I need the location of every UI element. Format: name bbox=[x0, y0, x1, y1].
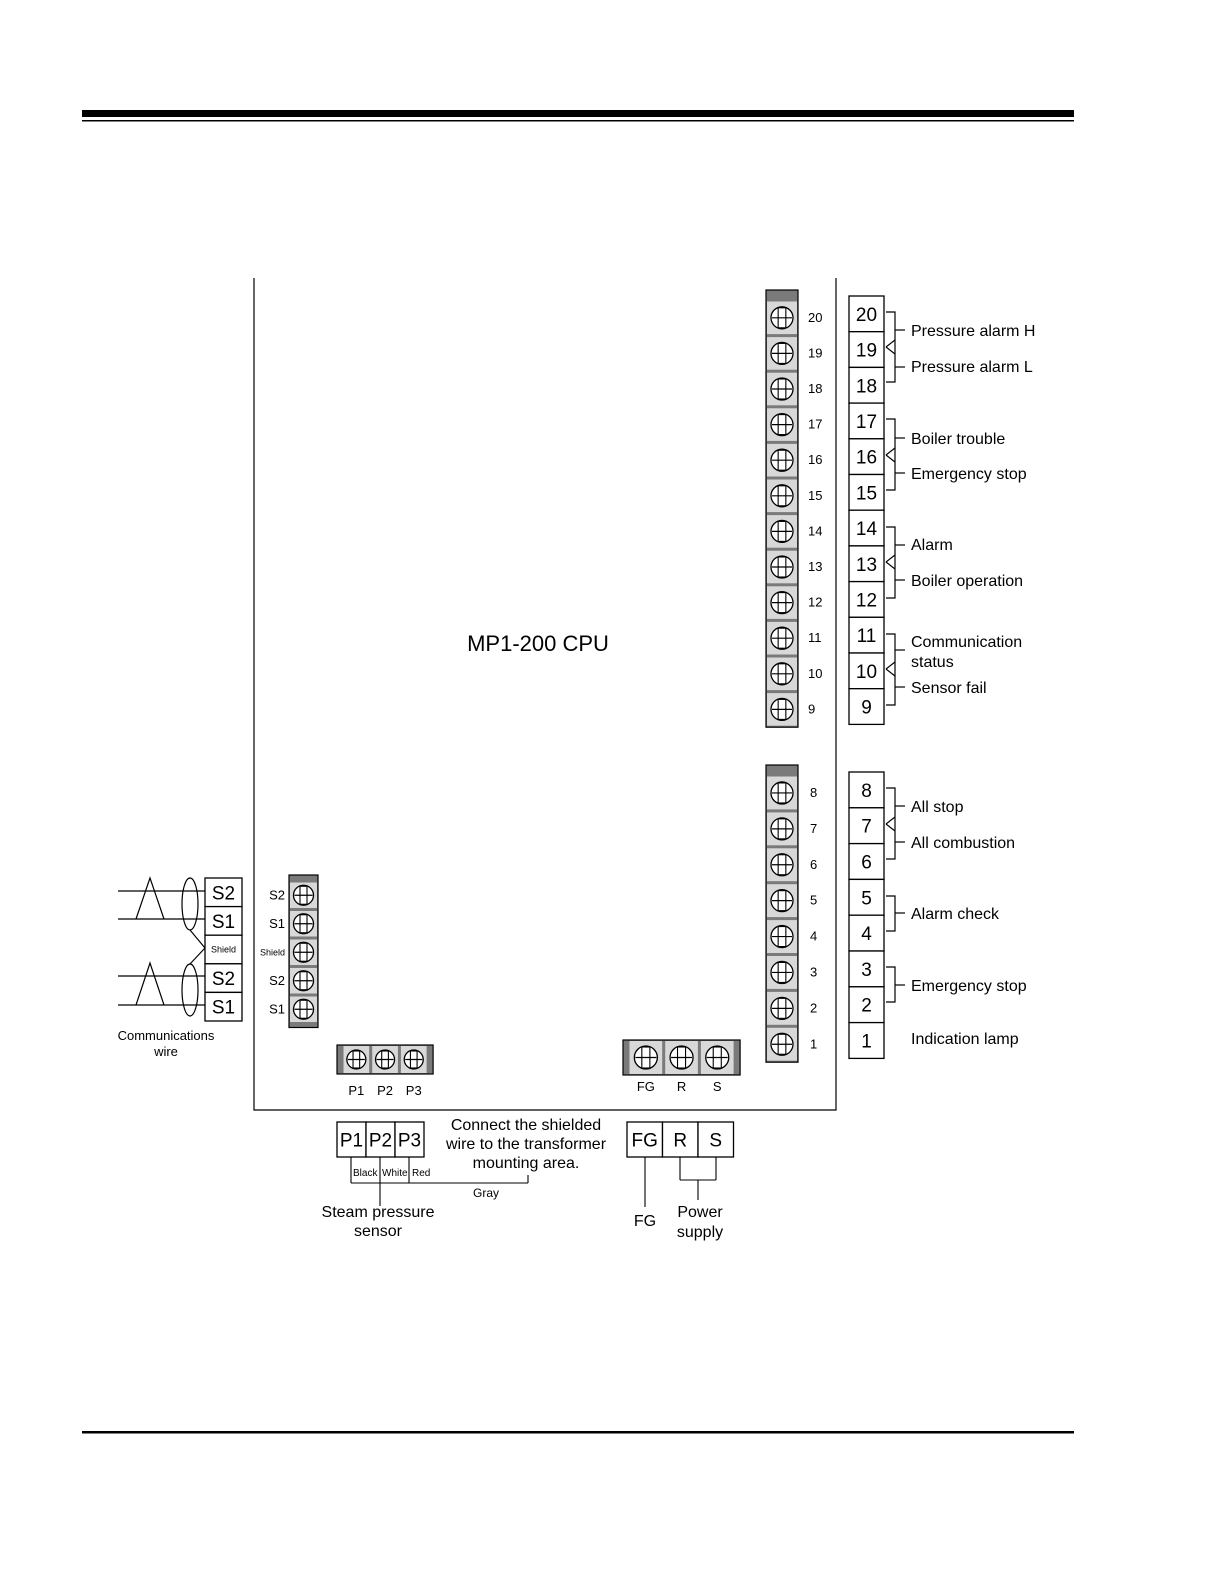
terminal-screw bbox=[771, 342, 793, 364]
output-box-number: 5 bbox=[861, 888, 872, 910]
terminal-block-power bbox=[623, 1040, 740, 1094]
terminal-block-comm bbox=[260, 875, 318, 1028]
terminal-number-label: 17 bbox=[808, 416, 823, 432]
terminal-screw bbox=[771, 307, 793, 329]
output-box-number: 17 bbox=[855, 411, 878, 433]
power-wire-boxes bbox=[627, 1122, 734, 1157]
label-communication-status-1: Communication bbox=[911, 634, 1023, 651]
terminal-screw bbox=[771, 414, 793, 436]
shield-note-3: mounting area. bbox=[472, 1155, 580, 1172]
label-all-combustion: All combustion bbox=[911, 835, 1016, 852]
output-box-number: 20 bbox=[855, 304, 878, 326]
terminal-screw bbox=[294, 971, 314, 991]
terminal-number-label: 13 bbox=[808, 559, 823, 574]
cpu-title: MP1-200 CPU bbox=[467, 631, 609, 656]
sensor-wire-box-label: P1 bbox=[339, 1130, 364, 1152]
output-box-number: 13 bbox=[855, 554, 878, 576]
sensor-terminal-label: P3 bbox=[405, 1083, 422, 1098]
comm-wire-caption-2: wire bbox=[154, 1044, 178, 1059]
comm-terminal-label: S1 bbox=[269, 915, 285, 931]
output-box-number: 12 bbox=[855, 590, 878, 612]
terminal-screw bbox=[771, 997, 793, 1019]
terminal-screw bbox=[670, 1046, 693, 1069]
terminal-number-label: 6 bbox=[810, 856, 818, 872]
label-alarm-check: Alarm check bbox=[911, 906, 1000, 923]
output-box-number: 2 bbox=[861, 995, 872, 1017]
terminal-screw bbox=[294, 942, 314, 962]
terminal-screw bbox=[771, 556, 793, 578]
power-wire-box-label: FG bbox=[631, 1130, 658, 1152]
terminal-number-label: 15 bbox=[808, 487, 823, 503]
label-pressure-alarm-l: Pressure alarm L bbox=[911, 359, 1033, 376]
terminal-screw bbox=[404, 1050, 423, 1069]
terminal-number-label: 8 bbox=[810, 784, 818, 800]
power-terminal-label: FG bbox=[636, 1079, 655, 1094]
output-box-number: 8 bbox=[861, 780, 872, 802]
comm-wire-caption-1: Communications bbox=[117, 1028, 215, 1043]
label-all-stop: All stop bbox=[911, 799, 964, 816]
output-box-number: 6 bbox=[861, 852, 872, 874]
terminal-screw bbox=[771, 520, 793, 542]
output-box-number: 4 bbox=[861, 924, 872, 946]
label-alarm: Alarm bbox=[911, 537, 953, 554]
output-box-number: 11 bbox=[856, 626, 877, 648]
sensor-wire bbox=[322, 1117, 607, 1240]
terminal-screw bbox=[771, 698, 793, 720]
sensor-wire-box-label: P3 bbox=[397, 1130, 422, 1152]
terminal-block-upper bbox=[766, 290, 822, 727]
output-boxes-upper bbox=[849, 296, 884, 724]
wire-color-red: Red bbox=[412, 1168, 431, 1179]
terminal-screw bbox=[771, 854, 793, 876]
terminal-screw bbox=[771, 663, 793, 685]
terminal-block-sensor bbox=[337, 1045, 433, 1098]
label-boiler-trouble: Boiler trouble bbox=[911, 431, 1006, 448]
terminal-number-label: 5 bbox=[810, 892, 818, 908]
sensor-caption-1: Steam pressure bbox=[321, 1204, 435, 1221]
power-caption-fg: FG bbox=[633, 1213, 657, 1230]
terminal-screw bbox=[376, 1050, 395, 1069]
header-rule bbox=[82, 110, 1074, 122]
sensor-wire-box-label: P2 bbox=[368, 1130, 393, 1152]
terminal-screw bbox=[771, 627, 793, 649]
terminal-number-label: 10 bbox=[808, 665, 823, 681]
shield-note-2: wire to the transformer bbox=[445, 1136, 607, 1153]
output-box-number: 18 bbox=[855, 376, 878, 398]
sensor-wire-boxes bbox=[337, 1122, 424, 1157]
terminal-screw bbox=[771, 485, 793, 507]
label-indication-lamp: Indication lamp bbox=[911, 1031, 1019, 1048]
wire-color-gray: Gray bbox=[472, 1186, 500, 1200]
terminal-number-label: 12 bbox=[808, 594, 823, 610]
terminal-screw bbox=[771, 378, 793, 400]
terminal-screw bbox=[294, 885, 314, 905]
terminal-number-label: 1 bbox=[810, 1036, 818, 1052]
wire-color-white: White bbox=[382, 1168, 408, 1179]
wire-color-black: Black bbox=[353, 1168, 378, 1179]
terminal-screw bbox=[771, 782, 793, 804]
terminal-number-label: 2 bbox=[810, 1000, 818, 1016]
sensor-caption-2: sensor bbox=[353, 1223, 403, 1240]
label-emergency-stop-lower: Emergency stop bbox=[911, 978, 1027, 995]
signal-labels bbox=[911, 323, 1035, 1048]
comm-wire-box-label: S2 bbox=[211, 969, 236, 991]
label-communication-status-2: status bbox=[911, 654, 954, 671]
output-box-number: 9 bbox=[861, 697, 872, 719]
output-box-number: 1 bbox=[861, 1031, 872, 1053]
terminal-screw bbox=[634, 1046, 657, 1069]
output-box-number: 15 bbox=[855, 483, 878, 505]
label-sensor-fail: Sensor fail bbox=[911, 680, 987, 697]
terminal-screw bbox=[771, 818, 793, 840]
comm-terminal-label: S2 bbox=[269, 887, 285, 903]
comm-wire-boxes bbox=[205, 878, 242, 1021]
comm-terminal-label: S1 bbox=[269, 1001, 285, 1017]
terminal-screw bbox=[294, 914, 314, 934]
signal-brackets bbox=[886, 312, 905, 1002]
terminal-screw bbox=[347, 1050, 366, 1069]
comm-wire-box-label: S2 bbox=[211, 883, 236, 905]
power-wire-box-label: S bbox=[709, 1130, 723, 1152]
cpu-board-outline bbox=[254, 278, 836, 1110]
terminal-screw bbox=[771, 449, 793, 471]
terminal-number-label: 19 bbox=[808, 345, 823, 361]
terminal-screw bbox=[771, 1033, 793, 1055]
power-wire bbox=[627, 1122, 734, 1241]
output-box-number: 3 bbox=[861, 959, 872, 981]
output-box-number: 19 bbox=[855, 340, 878, 362]
terminal-screw bbox=[771, 592, 793, 614]
terminal-number-label: 14 bbox=[808, 523, 823, 539]
terminal-screw bbox=[294, 999, 314, 1019]
footer-rule bbox=[82, 1431, 1074, 1434]
sensor-terminal-label: P1 bbox=[348, 1083, 365, 1098]
power-wire-box-label: R bbox=[673, 1130, 688, 1152]
comm-wire bbox=[118, 878, 242, 1059]
comm-terminal-label: S2 bbox=[269, 972, 285, 988]
terminal-number-label: 16 bbox=[808, 452, 823, 468]
terminal-number-label: 18 bbox=[808, 381, 823, 396]
terminal-number-label: 4 bbox=[810, 928, 818, 944]
output-box-number: 7 bbox=[861, 816, 872, 838]
terminal-block-lower bbox=[766, 765, 817, 1062]
output-box-number: 14 bbox=[855, 519, 878, 541]
label-boiler-operation: Boiler operation bbox=[911, 573, 1024, 590]
terminal-screw bbox=[771, 890, 793, 912]
output-box-number: 16 bbox=[855, 447, 878, 469]
power-caption-1: Power bbox=[677, 1204, 723, 1221]
terminal-number-label: 9 bbox=[808, 701, 816, 717]
comm-terminal-label: Shield bbox=[259, 947, 285, 958]
power-terminal-label: R bbox=[676, 1079, 687, 1094]
terminal-number-label: 20 bbox=[808, 309, 823, 325]
label-emergency-stop-upper: Emergency stop bbox=[911, 466, 1027, 483]
terminal-number-label: 7 bbox=[810, 820, 818, 836]
shield-note-1: Connect the shielded bbox=[450, 1117, 602, 1134]
output-box-number: 10 bbox=[855, 661, 878, 683]
power-terminal-label: S bbox=[712, 1079, 722, 1094]
comm-wire-box-label: S1 bbox=[211, 911, 236, 933]
comm-wire-box-label: Shield bbox=[210, 944, 237, 955]
power-caption-2: supply bbox=[676, 1224, 724, 1241]
sensor-terminal-label: P2 bbox=[377, 1083, 394, 1098]
terminal-number-label: 3 bbox=[810, 964, 818, 980]
label-pressure-alarm-h: Pressure alarm H bbox=[911, 323, 1036, 340]
terminal-number-label: 11 bbox=[808, 630, 822, 646]
terminal-screw bbox=[706, 1046, 729, 1069]
terminal-screw bbox=[771, 961, 793, 983]
comm-wire-box-label: S1 bbox=[211, 997, 236, 1019]
output-boxes-lower bbox=[849, 772, 884, 1058]
terminal-screw bbox=[771, 926, 793, 948]
